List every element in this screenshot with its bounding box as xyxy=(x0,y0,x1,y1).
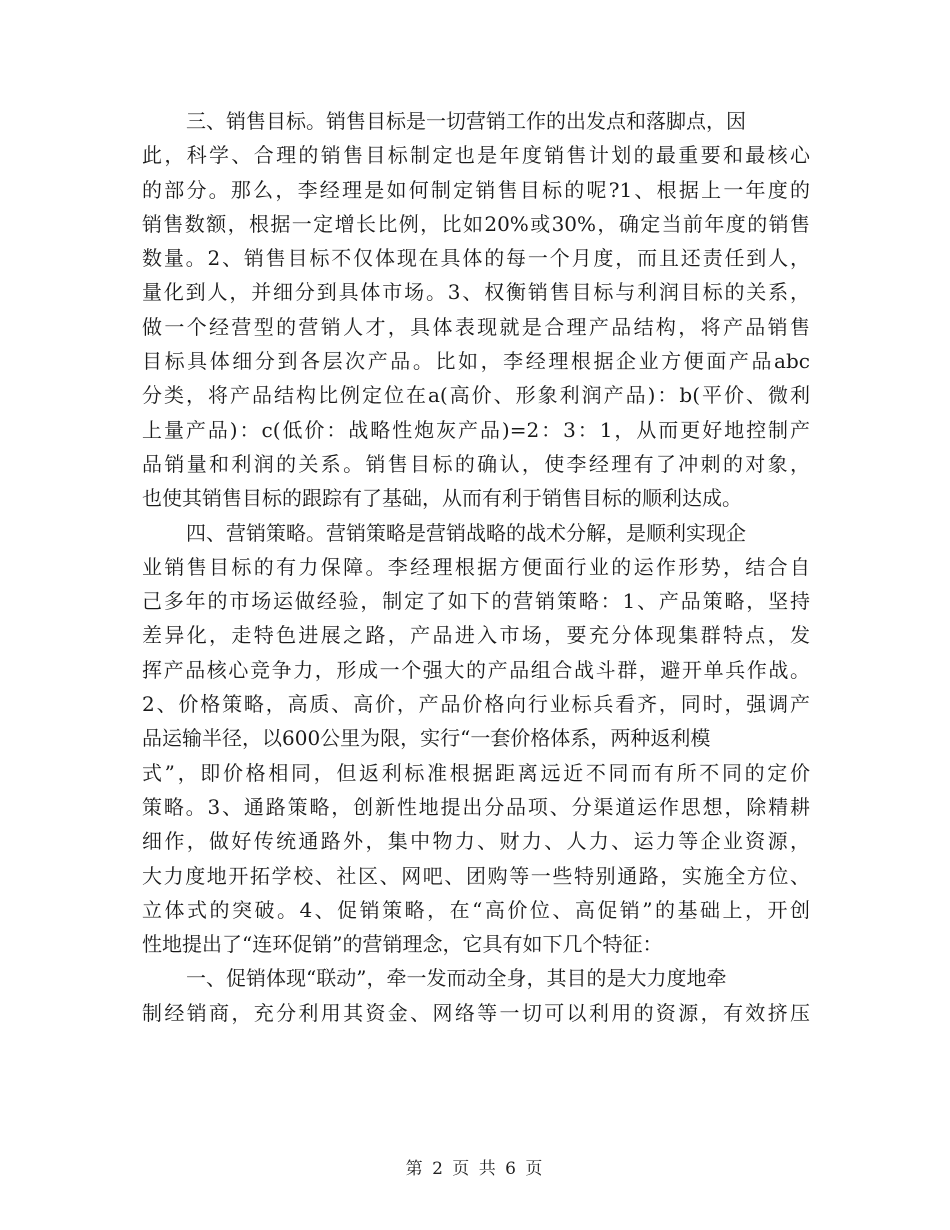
paragraph-line: 做一个经营型的营销人才，具体表现就是合理产品结构，将产品销售 xyxy=(142,314,810,339)
paragraph-line: 策略。3、通路策略，创新性地提出分品项、分渠道运作思想，除精耕 xyxy=(142,794,810,819)
body-text xyxy=(142,104,810,1030)
paragraph-line: 己多年的市场运做经验，制定了如下的营销策略：1、产品策略，坚持 xyxy=(142,589,810,614)
paragraph-line: 一、促销体现“联动”，牵一发而动全身，其目的是大力度地牵 xyxy=(186,966,727,991)
paragraph-line: 细作，做好传统通路外，集中物力、财力、人力、运力等企业资源， xyxy=(142,829,810,854)
paragraph-line: 销售数额，根据一定增长比例，比如20%或30%，确定当前年度的销售 xyxy=(142,211,810,236)
paragraph-line: 也使其销售目标的跟踪有了基础，从而有利于销售目标的顺利达成。 xyxy=(142,486,742,511)
paragraph-line: 品运输半径，以600公里为限，实行“一套价格体系，两种返利模 xyxy=(142,726,711,751)
paragraph-line: 品销量和利润的关系。销售目标的确认，使李经理有了冲刺的对象， xyxy=(142,451,810,476)
paragraph-line: 目标具体细分到各层次产品。比如，李经理根据企业方便面产品abc xyxy=(142,349,810,374)
paragraph-line: 三、销售目标。销售目标是一切营销工作的出发点和落脚点，因 xyxy=(186,109,746,133)
paragraph-line: 分类，将产品结构比例定位在a(高价、形象利润产品)：b(平价、微利 xyxy=(142,383,810,408)
paragraph-line: 此，科学、合理的销售目标制定也是年度销售计划的最重要和最核心 xyxy=(142,143,810,168)
paragraph-line: 上量产品)：c(低价：战略性炮灰产品)=2：3：1，从而更好地控制产 xyxy=(142,417,810,442)
paragraph-line: 式”，即价格相同，但返利标准根据距离远近不同而有所不同的定价 xyxy=(142,760,810,785)
paragraph-line: 性地提出了“连环促销”的营销理念，它具有如下几个特征： xyxy=(142,932,663,957)
paragraph-line: 四、营销策略。营销策略是营销战略的战术分解，是顺利实现企 xyxy=(186,520,746,545)
paragraph-line: 制经销商，充分利用其资金、网络等一切可以利用的资源，有效挤压 xyxy=(142,1000,810,1025)
paragraph-line: 挥产品核心竞争力，形成一个强大的产品组合战斗群，避开单兵作战。 xyxy=(142,657,810,682)
paragraph-line: 业销售目标的有力保障。李经理根据方便面行业的运作形势，结合自 xyxy=(142,554,810,579)
paragraph-line: 的部分。那么，李经理是如何制定销售目标的呢?1、根据上一年度的 xyxy=(142,177,810,202)
page-number-footer: 第 2 页 共 6 页 xyxy=(405,1159,545,1179)
paragraph-line: 立体式的突破。4、促销策略，在“高价位、高促销”的基础上，开创 xyxy=(142,897,810,922)
paragraph-line: 2、价格策略，高质、高价，产品价格向行业标兵看齐，同时，强调产 xyxy=(142,692,810,717)
paragraph-line: 数量。2、销售目标不仅体现在具体的每一个月度，而且还责任到人， xyxy=(142,246,810,271)
paragraph-line: 量化到人，并细分到具体市场。3、权衡销售目标与利润目标的关系， xyxy=(142,280,810,305)
paragraph-line: 大力度地开拓学校、社区、网吧、团购等一些特别通路，实施全方位、 xyxy=(142,863,810,888)
paragraph-line: 差异化，走特色进展之路，产品进入市场，要充分体现集群特点，发 xyxy=(142,623,810,648)
